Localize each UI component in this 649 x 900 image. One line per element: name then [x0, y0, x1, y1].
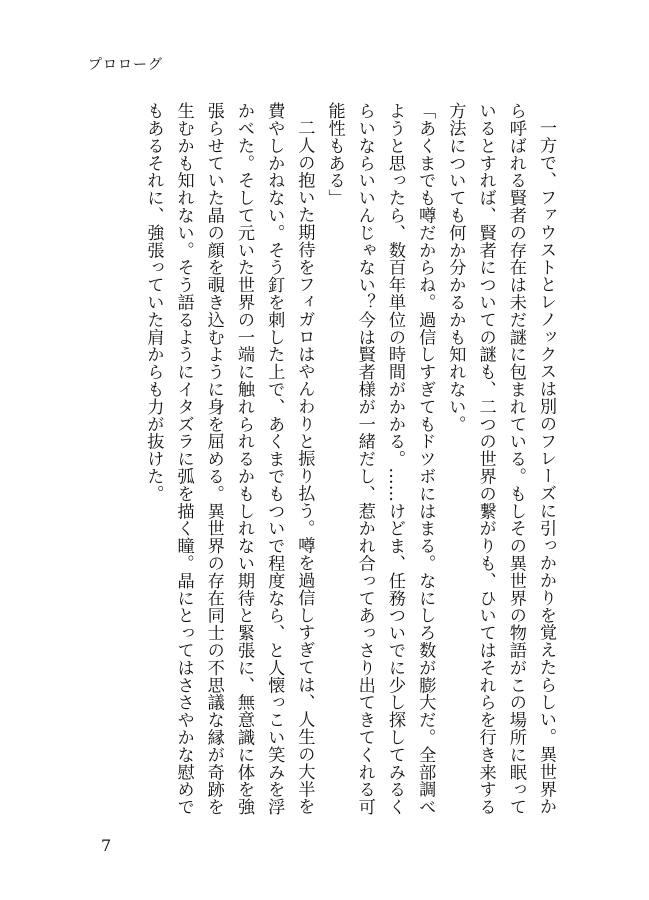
paragraph-2-dialogue: 「あくまでも噂だからね。過信しすぎてもドツボにはまる。なにしろ数が膨大だ。全部調べようと思ったら、数百年単位の時間がかかる。……けどま、任務ついでに少し探してみるくらいならいいんじゃない？今は賢者様が一緒だし、惹かれ合ってあっさり出てきてくれる可能性もある」 — [324, 102, 436, 816]
paragraph-3: 二人の抱いた期待をフィガロはやんわりと振り払う。噂を過信しすぎては、人生の大半を費やしかねない。そう釘を刺した上で、あくまでもついで程度なら、と人懐っこい笑みを浮かべた。そして元いた世界の一端に触れられるかもしれない期待と緊張に、無意識に体を強張らせていた晶の顔を覗き込むように身を屈める。異世界の存在同士の不思議な縁が奇跡を生むかも知れない。そう語るようにイタズラに弧を描く瞳。晶にとってはささやかな慰めでもあるそれに、強張っていた肩からも力が抜けた。 — [143, 102, 315, 816]
paragraph-1: 一方で、ファウストとレノックスは別のフレーズに引っかかりを覚えたらしい。異世界から呼ばれる賢者の存在は未だ謎に包まれている。もしその異世界の物語がこの場所に眠っているとすれば、賢者についての謎も、二つの世界の繋がりも、ひいてはそれらを行き来する方法についても何か分かるかも知れない。 — [445, 102, 556, 816]
page-number: 7 — [101, 836, 112, 855]
running-head: プロローグ — [88, 57, 163, 73]
vertical-text-block — [138, 102, 561, 832]
